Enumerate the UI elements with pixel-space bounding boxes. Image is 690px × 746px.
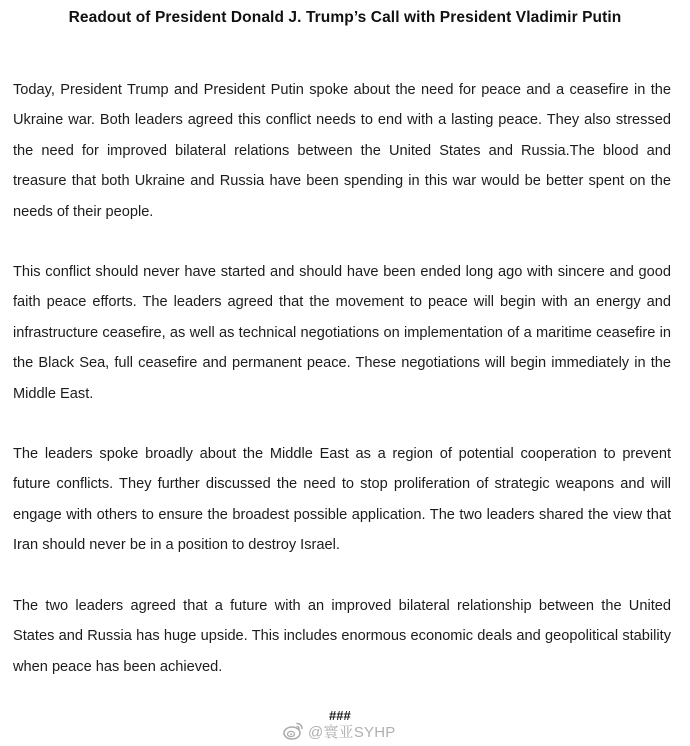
paragraph-2: This conflict should never have started and should have been ended long ago with sincere and good faith peace efforts. The leaders agreed that the movement to peace will begin with an energy and infrastructure ceasefire, as well as technical negotiations on implementation of a maritime ceasefire in the Black Sea, full ceasefire and permanent peace. These negotiations will begin immediately in the Middle East. xyxy=(13,264,671,402)
watermark-text: @寰亚SYHP xyxy=(308,723,396,741)
paragraph-1: Today, President Trump and President Putin spoke about the need for peace and a ceasefire in the Ukraine war. Both leaders agreed this conflict needs to end with a lasting peace. They also stressed the need for improved bilateral relations between the United States and Russia.The blood and treasure that both Ukraine and Russia have been spending in this war would be better spent on the needs of their people. xyxy=(13,82,671,220)
weibo-icon xyxy=(282,720,304,742)
document-title: Readout of President Donald J. Trump’s Call with President Vladimir Putin xyxy=(68,9,622,26)
paragraph-3: The leaders spoke broadly about the Middle East as a region of potential cooperation to prevent future conflicts. They further discussed the need to stop proliferation of strategic weapons and will engage with others to ensure the broadest possible application. The two leaders shared the view that Iran should never be in a position to destroy Israel. xyxy=(13,446,671,554)
paragraph-4: The two leaders agreed that a future with an improved bilateral relationship between the United States and Russia has huge upside. This includes enormous economic deals and geopolitical stability when peace has been achieved. xyxy=(13,598,671,675)
end-mark: ### xyxy=(329,708,351,723)
